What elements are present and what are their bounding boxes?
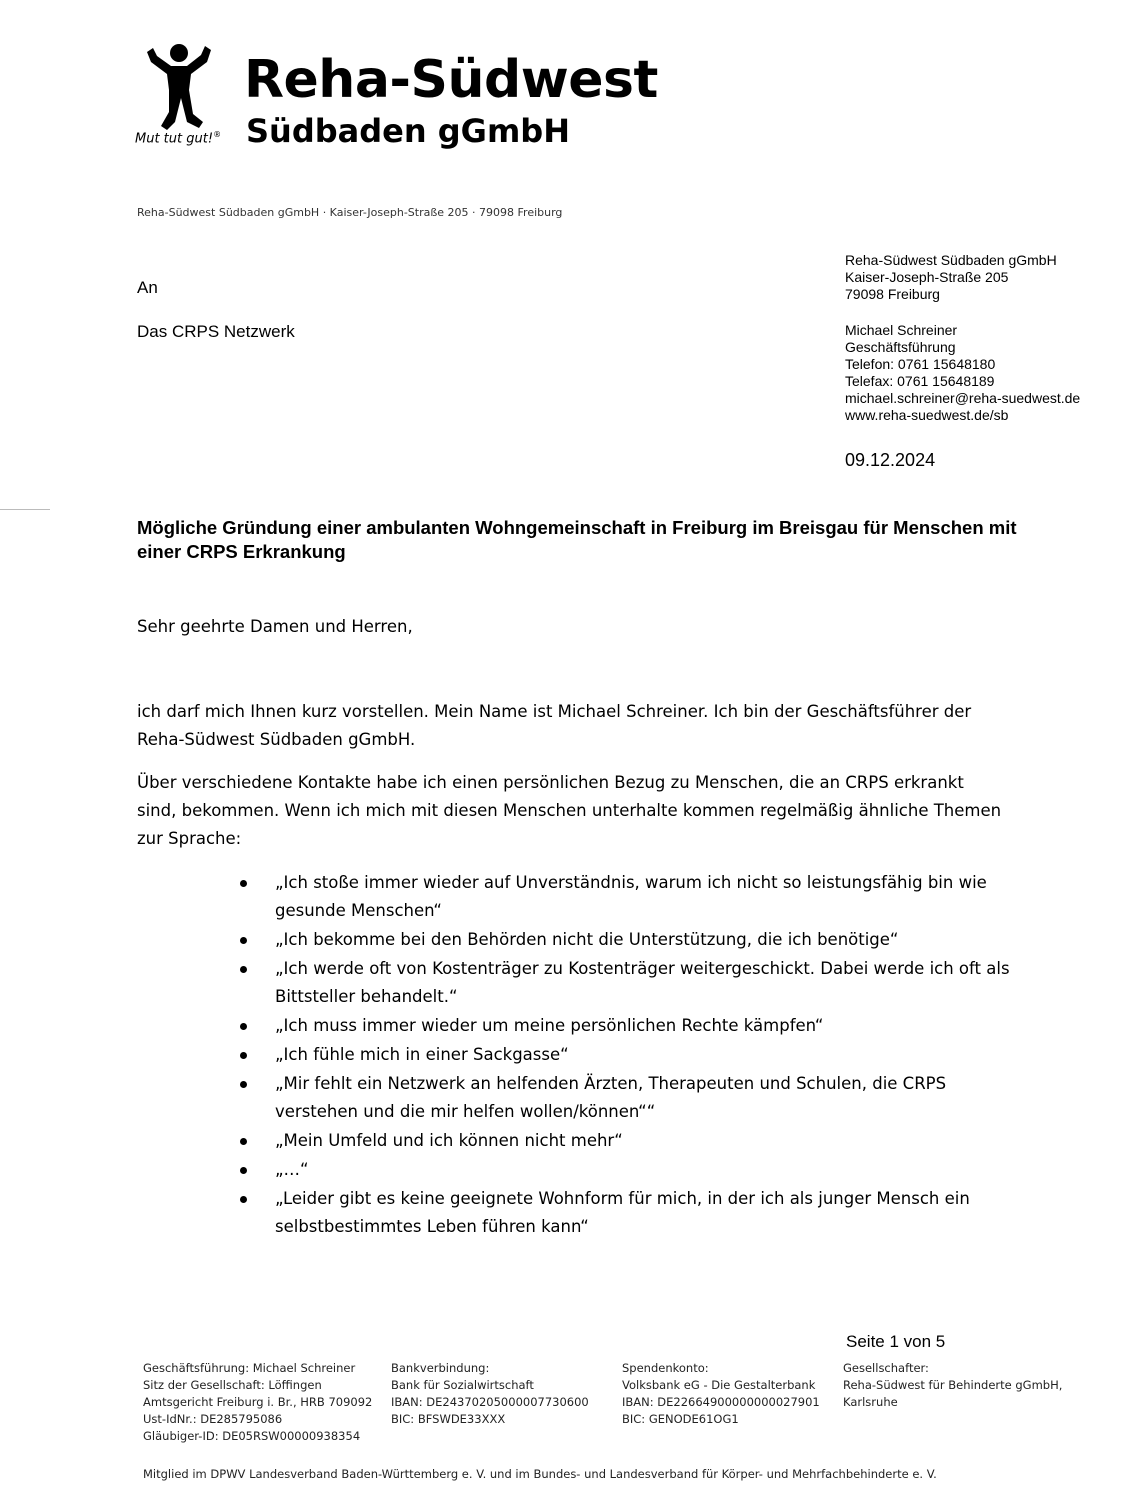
footer-line: BIC: GENODE61OG1 xyxy=(622,1412,739,1426)
body-paragraph: ich darf mich Ihnen kurz vorstellen. Mein Name ist Michael Schreiner. Ich bin der Geschäftsführer der Reha-Südwest Südbaden gGmbH. xyxy=(137,702,972,749)
footer-management-column xyxy=(143,1360,372,1445)
sender-org-line: Kaiser-Joseph-Straße 205 xyxy=(845,269,1009,285)
bullet-icon xyxy=(240,1167,247,1174)
bullet-icon xyxy=(240,1196,247,1203)
letter-subject: Mögliche Gründung einer ambulanten Wohngemeinschaft in Freiburg im Breisgau für Menschen mit einer CRPS Erkrankung xyxy=(137,517,1017,562)
logo-title: Reha-Südwest xyxy=(244,50,658,110)
salutation: Sehr geehrte Damen und Herren, xyxy=(137,617,413,636)
footer-line: Karlsruhe xyxy=(843,1395,898,1409)
footer-line: Spendenkonto: xyxy=(622,1361,709,1375)
footer-line: IBAN: DE22664900000000027901 xyxy=(622,1395,820,1409)
logo-subtitle: Südbaden gGmbH xyxy=(246,112,570,150)
list-item: „Mein Umfeld und ich können nicht mehr“ xyxy=(240,1127,1010,1155)
footer-line: Amtsgericht Freiburg i. Br., HRB 709092 xyxy=(143,1395,373,1409)
quote-list xyxy=(240,869,1010,1242)
list-item: „Ich muss immer wieder um meine persönlichen Rechte kämpfen“ xyxy=(240,1012,1010,1040)
footer-line: Gesellschafter: xyxy=(843,1361,929,1375)
bullet-icon xyxy=(240,937,247,944)
letter-date: 09.12.2024 xyxy=(845,450,936,470)
sender-email-link[interactable]: michael.schreiner@reha-suedwest.de xyxy=(845,390,1081,406)
sender-contact-block xyxy=(845,322,1080,424)
footer-line: IBAN: DE24370205000007730600 xyxy=(391,1395,589,1409)
sender-org-line: Reha-Südwest Südbaden gGmbH xyxy=(845,252,1057,268)
footer-line: Ust-IdNr.: DE285795086 xyxy=(143,1412,283,1426)
bullet-icon xyxy=(240,1023,247,1030)
list-item: „Ich bekomme bei den Behörden nicht die Unterstützung, die ich benötige“ xyxy=(240,926,1010,954)
list-item: „Ich stoße immer wieder auf Unverständnis, warum ich nicht so leistungsfähig bin wie gesunde Menschen“ xyxy=(240,869,1010,925)
return-address-line: Reha-Südwest Südbaden gGmbH · Kaiser-Joseph-Straße 205 · 79098 Freiburg xyxy=(137,206,563,219)
list-item: „…“ xyxy=(240,1156,1010,1184)
footer-line: Reha-Südwest für Behinderte gGmbH, xyxy=(843,1378,1063,1392)
logo-figure-icon xyxy=(143,42,215,132)
footer-line: Gläubiger-ID: DE05RSW00000938354 xyxy=(143,1429,361,1443)
list-item: „Ich fühle mich in einer Sackgasse“ xyxy=(240,1041,1010,1069)
fold-mark xyxy=(0,509,50,510)
sender-phone: Telefon: 0761 15648180 xyxy=(845,356,996,372)
footer-line: Bankverbindung: xyxy=(391,1361,490,1375)
page-number: Seite 1 von 5 xyxy=(846,1332,946,1351)
list-item: „Ich werde oft von Kostenträger zu Kostenträger weitergeschickt. Dabei werde ich oft als Bittsteller behandelt.“ xyxy=(240,955,1010,1011)
sender-contact-role: Geschäftsführung xyxy=(845,339,956,355)
bullet-icon xyxy=(240,1052,247,1059)
sender-address-block xyxy=(845,252,1057,303)
footer-line: Bank für Sozialwirtschaft xyxy=(391,1378,534,1392)
sender-website-link[interactable]: www.reha-suedwest.de/sb xyxy=(845,407,1009,423)
footer-line: Sitz der Gesellschaft: Löffingen xyxy=(143,1378,322,1392)
bullet-icon xyxy=(240,966,247,973)
sender-org-line: 79098 Freiburg xyxy=(845,286,940,302)
logo-slogan: Mut tut gut!® xyxy=(135,130,222,147)
body-paragraph: Über verschiedene Kontakte habe ich einen persönlichen Bezug zu Menschen, die an CRPS erkrankt sind, bekommen. Wenn ich mich mit diesen Menschen unterhalte kommen regelmäßig ähnliche Themen zur Sprache: xyxy=(137,773,1002,848)
bullet-icon xyxy=(240,1138,247,1145)
footer-line: BIC: BFSWDE33XXX xyxy=(391,1412,506,1426)
list-item: „Mir fehlt ein Netzwerk an helfenden Ärzten, Therapeuten und Schulen, die CRPS verstehen und die mir helfen wollen/können““ xyxy=(240,1070,1010,1126)
footer-membership-line: Mitglied im DPWV Landesverband Baden-Württemberg e. V. und im Bundes- und Landesverband für Körper- und Mehrfachbehinderte e. V. xyxy=(143,1467,937,1481)
list-item: „Leider gibt es keine geeignete Wohnform für mich, in der ich als junger Mensch ein selbstbestimmtes Leben führen kann“ xyxy=(240,1185,1010,1241)
footer-donation-column xyxy=(622,1360,820,1428)
bullet-icon xyxy=(240,1081,247,1088)
footer-shareholder-column xyxy=(843,1360,1062,1411)
sender-contact-name: Michael Schreiner xyxy=(845,322,958,338)
bullet-icon xyxy=(240,880,247,887)
footer-bank-column xyxy=(391,1360,589,1428)
footer-line: Geschäftsführung: Michael Schreiner xyxy=(143,1361,356,1375)
recipient-prefix: An xyxy=(137,278,158,297)
footer-line: Volksbank eG - Die Gestalterbank xyxy=(622,1378,816,1392)
sender-fax: Telefax: 0761 15648189 xyxy=(845,373,995,389)
recipient-name: Das CRPS Netzwerk xyxy=(137,322,295,341)
